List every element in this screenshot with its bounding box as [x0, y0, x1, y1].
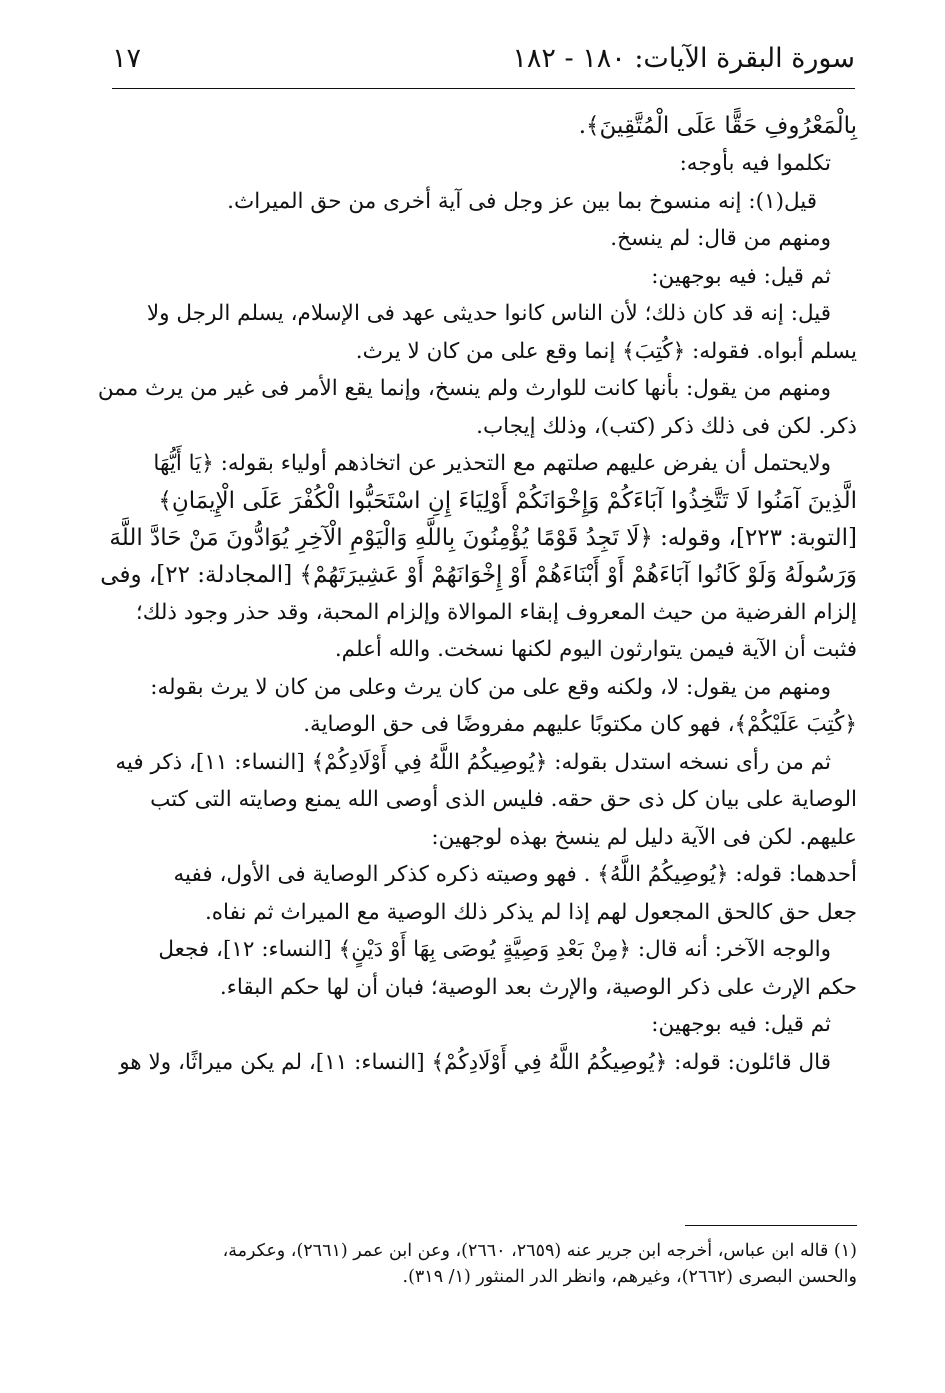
text-line: ﴿كُتِبَ عَلَيْكُمْ﴾، فهو كان مكتوبًا عليهم مفروضًا فى حق الوصاية.	[303, 712, 857, 737]
running-header	[112, 38, 855, 80]
text-line: ثم قيل: فيه بوجهين:	[651, 263, 831, 289]
text-line: حكم الإرث على ذكر الوصية، والإرث بعد الوصية؛ فبان أن لها حكم البقاء.	[219, 974, 857, 1000]
text-line: فثبت أن الآية فيمن يتوارثون اليوم لكنها نسخت. والله أعلم.	[334, 637, 857, 662]
text-line: أحدهما: قوله: ﴿يُوصِيكُمُ اللَّهُ﴾ . فهو وصيته ذكره كذكر الوصاية فى الأول، ففيه	[173, 862, 857, 887]
text-line: عليهم. لكن فى الآية دليل لم ينسخ بهذه لوجهين:	[431, 824, 857, 850]
footnote-line: (١) قاله ابن عباس، أخرجه ابن جرير عنه (٢٦٥٩، ٢٦٦٠)، وعن ابن عمر (٢٦٦١)، وعكرمة،	[222, 1241, 857, 1261]
footnote-divider	[685, 1225, 857, 1226]
text-line: وَرَسُولَهُ وَلَوْ كَانُوا آبَاءَهُمْ أَوْ أَبْنَاءَهُمْ أَوْ إِخْوَانَهُمْ أَوْ عَشِيرَتَهُمْ﴾ [المجادلة: ٢٢]، وفى	[100, 561, 857, 588]
text-line: يسلم أبواه. فقوله: ﴿كُتِبَ﴾ إنما وقع على من كان لا يرث.	[355, 338, 857, 364]
text-line: ثم من رأى نسخه استدل بقوله: ﴿يُوصِيكُمُ اللَّهُ فِي أَوْلَادِكُمْ﴾ [النساء: ١١]، ذكر فيه	[115, 749, 831, 775]
header-divider	[112, 88, 855, 89]
text-line: تكلموا فيه بأوجه:	[679, 151, 831, 176]
text-line: ومنهم من يقول: لا، ولكنه وقع على من كان يرث وعلى من كان لا يرث بقوله:	[150, 674, 831, 700]
text-line: قيل: إنه قد كان ذلك؛ لأن الناس كانوا حديثى عهد فى الإسلام، يسلم الرجل ولا	[146, 301, 831, 326]
footnotes	[108, 1238, 857, 1290]
text-line: ذكر. لكن فى ذلك ذكر (كتب)، وذلك إيجاب.	[476, 413, 857, 439]
footnote-line: والحسن البصرى (٢٦٦٢)، وغيرهم، وانظر الدر المنثور (١/ ٣١٩).	[402, 1267, 857, 1287]
text-line: الوصاية على بيان كل ذى حق حقه. فليس الذى أوصى الله يمنع وصايته التى كتب	[150, 787, 857, 812]
text-line: قال قائلون: قوله: ﴿يُوصِيكُمُ اللَّهُ فِي أَوْلَادِكُمْ﴾ [النساء: ١١]، لم يكن ميراثًا، ولا هو	[119, 1049, 831, 1075]
main-text	[97, 108, 857, 1081]
text-line: بِالْمَعْرُوفِ حَقًّا عَلَى الْمُتَّقِينَ﴾.	[578, 113, 857, 139]
text-line: قيل(١): إنه منسوخ بما بين عز وجل فى آية أخرى من حق الميراث.	[227, 188, 817, 214]
text-line: ثم قيل: فيه بوجهين:	[651, 1012, 831, 1037]
text-line: جعل حق كالحق المجعول لهم إذا لم يذكر ذلك الوصية مع الميراث ثم نفاه.	[204, 899, 857, 925]
text-line: ومنهم من يقول: بأنها كانت للوارث ولم ينسخ، وإنما يقع الأمر فى غير من يرث ممن	[97, 376, 831, 401]
text-line: والوجه الآخر: أنه قال: ﴿مِنْ بَعْدِ وَصِيَّةٍ يُوصَى بِهَا أَوْ دَيْنٍ﴾ [النساء: ١٢]، فجعل	[158, 937, 831, 962]
text-line: ومنهم من قال: لم ينسخ.	[610, 226, 831, 251]
text-line: إلزام الفرضية من حيث المعروف إبقاء الموالاة وإلزام المحبة، وقد حذر وجود ذلك؛	[135, 599, 857, 625]
text-line: [التوبة: ٢٢٣]، وقوله: ﴿لَا تَجِدُ قَوْمًا يُؤْمِنُونَ بِاللَّهِ وَالْيَوْمِ الْآخِرِ يُوَادُّونَ مَنْ حَادَّ اللَّهَ	[109, 524, 857, 551]
page-number: ١٧	[112, 43, 142, 74]
text-line: الَّذِينَ آمَنُوا لَا تَتَّخِذُوا آبَاءَكُمْ وَإِخْوَانَكُمْ أَوْلِيَاءَ إِنِ اسْتَحَبُّوا الْكُفْرَ عَلَى الْإِيمَانِ﴾	[158, 487, 857, 514]
header-title: سورة البقرة الآيات: ١٨٠ - ١٨٢	[512, 43, 855, 74]
text-line: ولايحتمل أن يفرض عليهم صلتهم مع التحذير عن اتخاذهم أولياء بقوله: ﴿يَا أَيُّهَا	[153, 451, 831, 476]
